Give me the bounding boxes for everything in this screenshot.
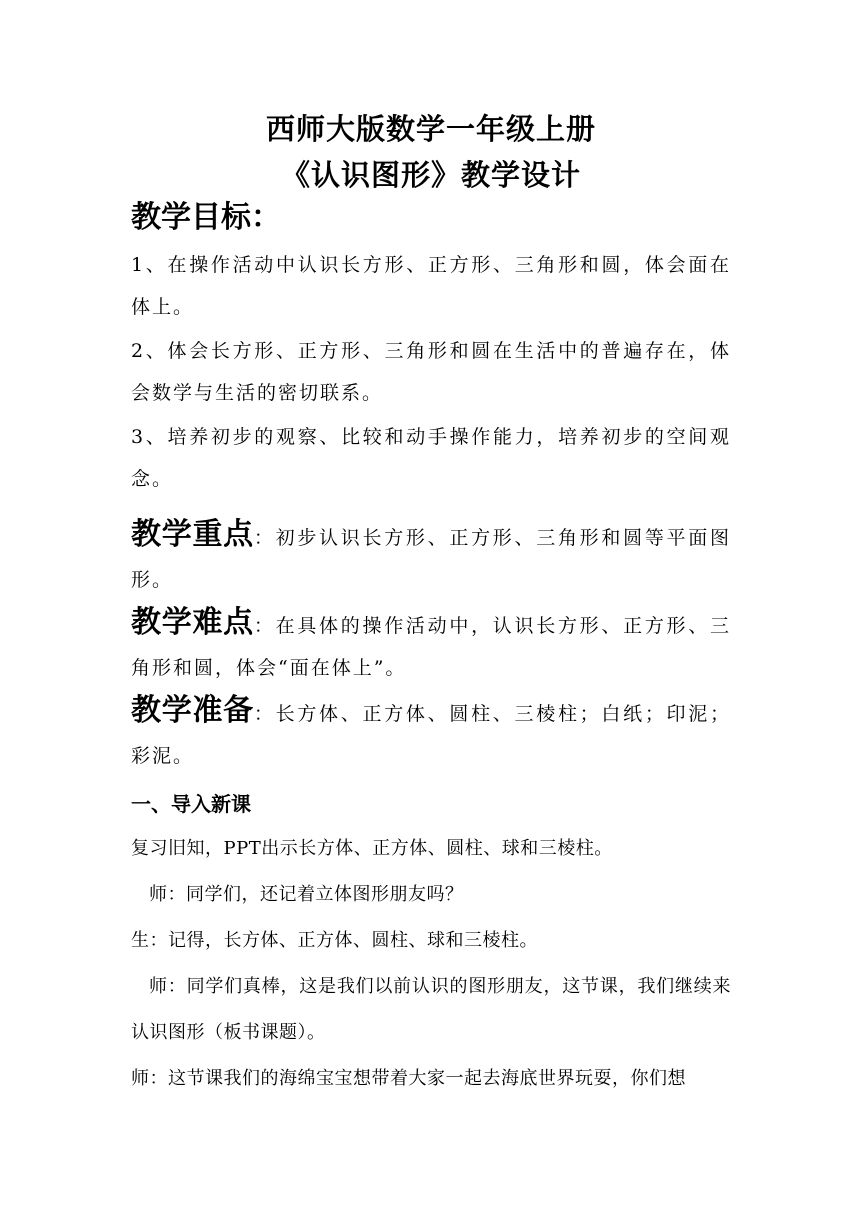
goals-heading: 教学目标： xyxy=(131,200,281,235)
section-heading-intro: 一、导入新课 xyxy=(131,792,251,816)
document-title-line2: 《认识图形》教学设计 xyxy=(280,158,581,192)
goal-item-3: 3、培养初步的观察、比较和动手操作能力，培养初步的空间观念。 xyxy=(131,426,731,490)
document-title-line1: 西师大版数学一年级上册 xyxy=(265,112,596,146)
preparation-label: 教学准备 xyxy=(131,693,254,728)
key-point-paragraph xyxy=(131,514,731,601)
preparation-paragraph xyxy=(131,690,731,777)
difficulty-paragraph xyxy=(131,602,731,689)
lesson-paragraph-4: 师：同学们真棒，这是我们以前认识的图形朋友，这节课，我们继续来认识图形（板书课题）。 xyxy=(131,976,731,1043)
key-point-label: 教学重点 xyxy=(131,517,254,552)
goal-item-1: 1、在操作活动中认识长方形、正方形、三角形和圆，体会面在体上。 xyxy=(131,254,731,318)
lesson-paragraph-1: 复习旧知，PPT出示长方体、正方体、圆柱、球和三棱柱。 xyxy=(131,838,613,859)
difficulty-text: ：在具体的操作活动中，认识长方形、正方形、三角形和圆，体会“面在体上”。 xyxy=(131,615,731,679)
goal-item-2: 2、体会长方形、正方形、三角形和圆在生活中的普遍存在，体会数学与生活的密切联系。 xyxy=(131,340,731,404)
difficulty-label: 教学难点 xyxy=(131,605,254,640)
lesson-paragraph-3: 生：记得，长方体、正方体、圆柱、球和三棱柱。 xyxy=(131,930,538,951)
lesson-paragraph-5: 师：这节课我们的海绵宝宝想带着大家一起去海底世界玩耍，你们想 xyxy=(131,1068,686,1089)
preparation-text: ：长方体、正方体、圆柱、三棱柱；白纸；印泥；彩泥。 xyxy=(131,703,731,767)
lesson-paragraph-2: 师：同学们，还记着立体图形朋友吗？ xyxy=(149,884,464,905)
key-point-text: ：初步认识长方形、正方形、三角形和圆等平面图形。 xyxy=(131,527,731,591)
